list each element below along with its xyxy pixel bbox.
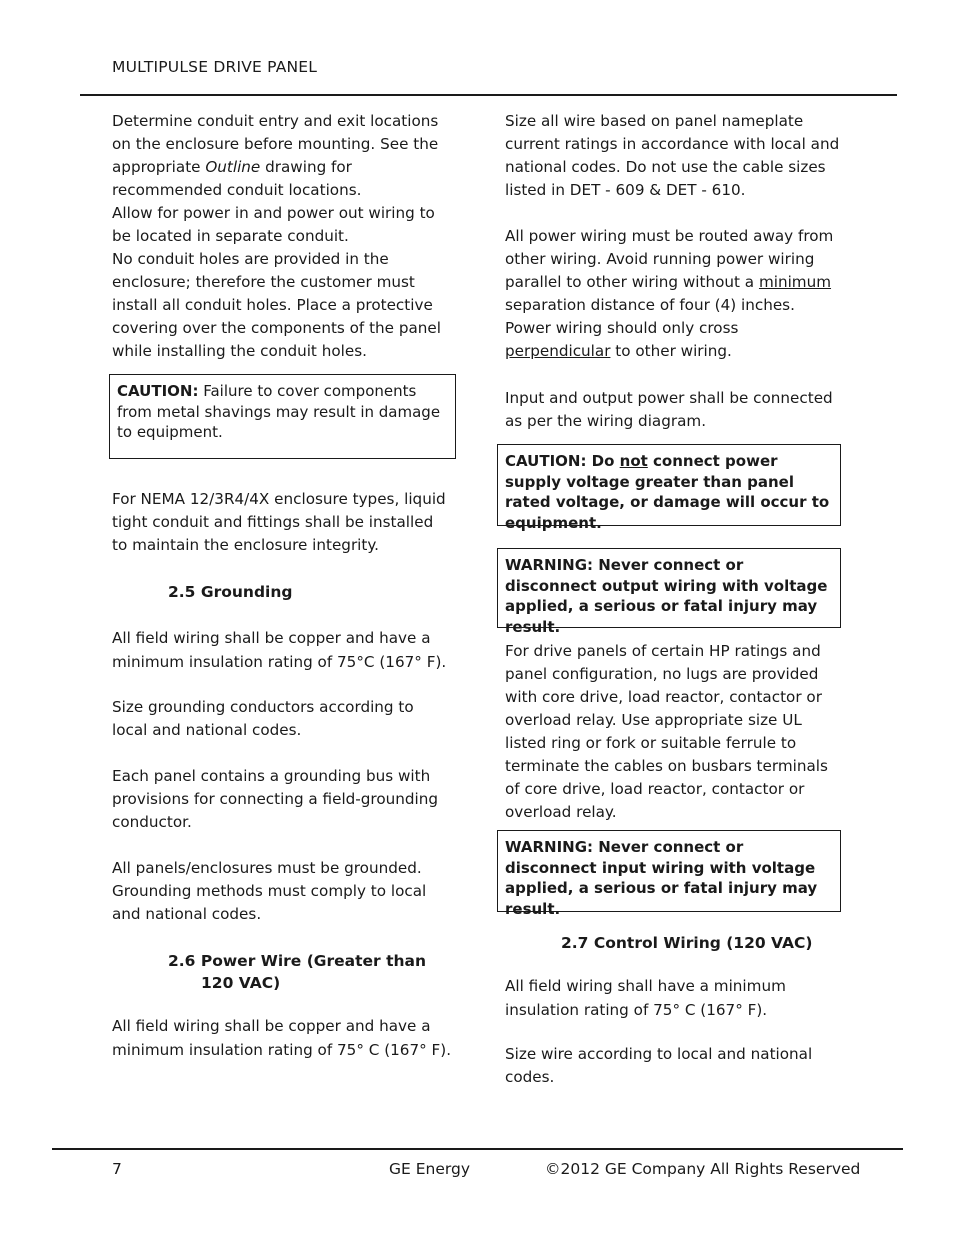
control-wiring-paragraph-1: All field wiring shall have a minimum insulation rating of 75° C (167° F).: [505, 977, 786, 1019]
power-wire-heading-line-2: 120 VAC): [201, 974, 281, 992]
conduit-holes-paragraph: No conduit holes are provided in the enclosure; therefore the customer must install all conduit holes. Place a protective covering over the components of the panel while installing the conduit holes.: [112, 250, 441, 360]
grounding-heading: 2.5 Grounding: [168, 583, 293, 601]
outline-term: Outline: [205, 158, 261, 176]
lugs-paragraph: For drive panels of certain HP ratings and panel configuration, no lugs are provided with core drive, load reactor, contactor or overload relay. Use appropriate size UL listed ring or fork or suitable ferrule to terminate the cables on busbars terminals of core drive, load reactor, contactor or overload relay.: [505, 642, 828, 821]
nema-paragraph: For NEMA 12/3R4/4X enclosure types, liquid tight conduit and fittings shall be installed to maintain the enclosure integrity.: [112, 490, 446, 554]
power-routing-paragraph: [505, 225, 845, 363]
power-routing-text-mid: separation distance of four (4) inches. Power wiring should only cross: [505, 296, 795, 337]
control-wiring-heading: 2.7 Control Wiring (120 VAC): [561, 934, 813, 952]
separate-conduit-paragraph: Allow for power in and power out wiring to be located in separate conduit.: [112, 204, 435, 245]
header-divider: [80, 94, 897, 96]
grounding-paragraph-4: All panels/enclosures must be grounded. Grounding methods must comply to local and national codes.: [112, 859, 427, 923]
caution-voltage-text: CAUTION: Do: [505, 452, 620, 470]
caution-voltage-text-end: connect power supply voltage greater than panel rated voltage, or damage will occur to equipment.: [505, 452, 830, 532]
wire-size-paragraph: Size all wire based on panel nameplate current ratings in accordance with local and national codes. Do not use the cable sizes listed in DET - 609 & DET - 610.: [505, 112, 840, 199]
grounding-paragraph-2: Size grounding conductors according to local and national codes.: [112, 698, 414, 739]
footer-company: GE Energy: [389, 1160, 470, 1178]
grounding-paragraph-1: All field wiring shall be copper and have a minimum insulation rating of 75°C (167° F).: [112, 629, 447, 671]
warning-box-input: WARNING: Never connect or disconnect input wiring with voltage applied, a serious or fatal injury may result.: [497, 830, 841, 912]
grounding-paragraph-3: Each panel contains a grounding bus with provisions for connecting a field-grounding conductor.: [112, 767, 439, 831]
caution-text: Failure to cover components from metal shavings may result in damage to equipment.: [117, 382, 441, 441]
footer-divider: [52, 1148, 903, 1150]
power-wire-paragraph: All field wiring shall be copper and have a minimum insulation rating of 75° C (167° F).: [112, 1017, 452, 1059]
warning-box-output: WARNING: Never connect or disconnect output wiring with voltage applied, a serious or fatal injury may result.: [497, 548, 841, 628]
control-wiring-paragraph-2: Size wire according to local and national codes.: [505, 1045, 813, 1086]
header-title: MULTIPULSE DRIVE PANEL: [112, 58, 318, 76]
caution-label: CAUTION:: [117, 382, 199, 400]
power-routing-text-end: to other wiring.: [610, 342, 732, 360]
not-term: not: [619, 452, 648, 470]
conduit-intro-paragraph: [112, 110, 452, 202]
page-number: 7: [112, 1160, 122, 1178]
caution-box-voltage: [497, 444, 841, 532]
conduit-intro-text: Determine conduit entry and exit locations on the enclosure before mounting. See the appropriate: [112, 112, 439, 176]
caution-box-shavings: [109, 374, 456, 459]
input-output-paragraph: Input and output power shall be connected as per the wiring diagram.: [505, 389, 833, 430]
footer-copyright: ©2012 GE Company All Rights Reserved: [545, 1160, 861, 1178]
power-routing-text: All power wiring must be routed away from other wiring. Avoid running power wiring parallel to other wiring without a: [505, 227, 834, 291]
minimum-term: minimum: [758, 273, 832, 291]
power-wire-heading-line-1: 2.6 Power Wire (Greater than: [168, 952, 427, 970]
perpendicular-term: perpendicular: [505, 342, 611, 360]
conduit-intro-text-end: drawing for recommended conduit locations.: [112, 158, 362, 199]
